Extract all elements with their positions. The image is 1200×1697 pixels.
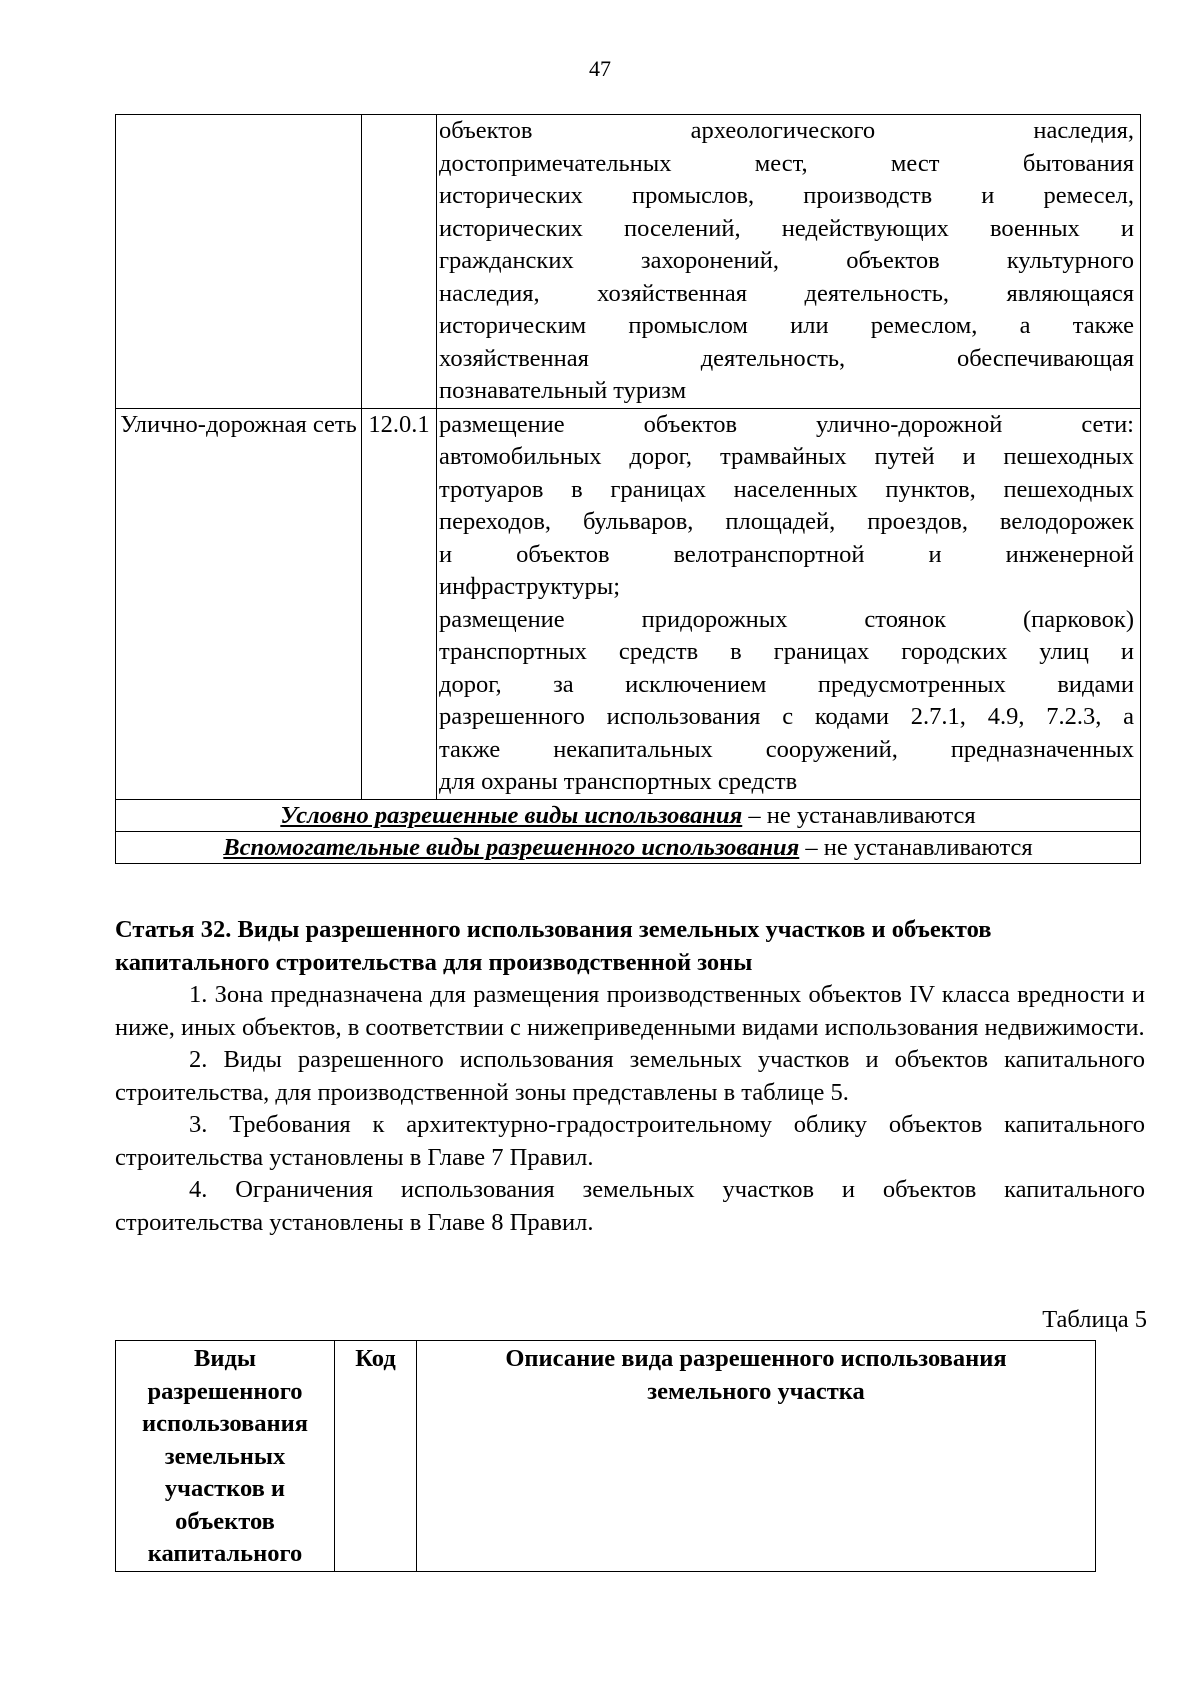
conditional-uses-row bbox=[116, 799, 1141, 831]
header-code: Код bbox=[335, 1341, 417, 1572]
conditional-uses-value: – не устанавливаются bbox=[742, 801, 976, 829]
description-line: объектов археологического наследия, bbox=[439, 117, 1134, 144]
description-line: переходов, бульваров, площадей, проездов, велодорожек bbox=[439, 508, 1134, 535]
auxiliary-uses-value: – не устанавливаются bbox=[799, 833, 1033, 861]
article-32 bbox=[115, 914, 1145, 1239]
header-description bbox=[417, 1341, 1096, 1572]
header-line: использования bbox=[141, 1410, 309, 1437]
header-line: земельного участка bbox=[647, 1377, 865, 1405]
article-paragraph: 3. Требования к архитектурно-градостроительному облику объектов капитального строительства установлены в Главе 7 Правил. bbox=[115, 1111, 1145, 1171]
description-line: автомобильных дорог, трамвайных путей и пешеходных bbox=[439, 443, 1134, 470]
table-row bbox=[116, 408, 1141, 799]
description-line: познавательный туризм bbox=[439, 377, 687, 404]
description-line: наследия, хозяйственная деятельность, являющаяся bbox=[439, 279, 1134, 307]
description-line: достопримечательных мест, мест бытования bbox=[439, 149, 1134, 177]
article-paragraph: 1. Зона предназначена для размещения производственных объектов IV класса вредности и ниже, иных объектов, в соответствии с нижеприведенными видами использования недвижимости. bbox=[115, 981, 1145, 1041]
article-paragraph: 2. Виды разрешенного использования земельных участков и объектов капитального строительства, для производственной зоны представлены в таблице 5. bbox=[115, 1046, 1145, 1106]
auxiliary-uses-label: Вспомогательные виды разрешенного использования bbox=[223, 833, 800, 861]
description-line: историческим промыслом или ремеслом, а также bbox=[439, 312, 1134, 339]
auxiliary-uses-row bbox=[116, 831, 1141, 863]
header-line: объектов bbox=[175, 1507, 275, 1535]
description-line: размещение объектов улично-дорожной сети: bbox=[439, 410, 1134, 438]
description-line: гражданских захоронений, объектов культурного bbox=[439, 247, 1134, 274]
description-line: также некапитальных сооружений, предназначенных bbox=[439, 735, 1134, 763]
use-type-cell: Улично-дорожная сеть bbox=[116, 408, 362, 799]
description-line: разрешенного использования с кодами 2.7.1, 4.9, 7.2.3, а bbox=[439, 703, 1134, 730]
table-row bbox=[116, 831, 1141, 863]
description-line: инфраструктуры; bbox=[439, 573, 621, 600]
description-line: для охраны транспортных средств bbox=[439, 768, 798, 795]
description-line: тротуаров в границах населенных пунктов, пешеходных bbox=[439, 475, 1134, 503]
table-caption: Таблица 5 bbox=[1042, 1306, 1147, 1333]
description-line: исторических промыслов, производств и ремесел, bbox=[439, 182, 1134, 209]
code-cell: 12.0.1 bbox=[362, 408, 437, 799]
description-line: хозяйственная деятельность, обеспечивающая bbox=[439, 344, 1134, 372]
article-heading: Статья 32. Виды разрешенного использования земельных участков и объектов капитального строительства для производственной зоны bbox=[115, 916, 992, 976]
header-line: Виды bbox=[194, 1345, 256, 1372]
description-line: дорог, за исключением предусмотренных видами bbox=[439, 670, 1134, 698]
header-use-type bbox=[116, 1341, 335, 1572]
header-line: участков и bbox=[164, 1475, 286, 1502]
code-cell bbox=[362, 115, 437, 409]
table-row bbox=[116, 115, 1141, 409]
table-5 bbox=[115, 1340, 1096, 1572]
description-cell bbox=[437, 408, 1141, 799]
use-type-cell bbox=[116, 115, 362, 409]
header-line: разрешенного bbox=[147, 1377, 303, 1405]
description-line: транспортных средств в границах городских улиц и bbox=[439, 638, 1134, 665]
description-line: исторических поселений, недействующих военных и bbox=[439, 214, 1134, 242]
header-line: Описание вида разрешенного использования bbox=[505, 1345, 1007, 1372]
article-paragraph: 4. Ограничения использования земельных участков и объектов капитального строительства установлены в Главе 8 Правил. bbox=[115, 1176, 1145, 1236]
conditional-uses-label: Условно разрешенные виды использования bbox=[280, 801, 743, 829]
page-number: 47 bbox=[589, 56, 611, 81]
land-use-table-continuation bbox=[115, 114, 1141, 864]
description-line: размещение придорожных стоянок (парковок) bbox=[439, 605, 1134, 633]
header-line: капитального bbox=[147, 1540, 303, 1567]
header-line: земельных bbox=[164, 1442, 286, 1470]
table-header-row bbox=[116, 1341, 1096, 1572]
description-line: и объектов велотранспортной и инженерной bbox=[439, 540, 1134, 568]
description-cell bbox=[437, 115, 1141, 409]
table-row bbox=[116, 799, 1141, 831]
